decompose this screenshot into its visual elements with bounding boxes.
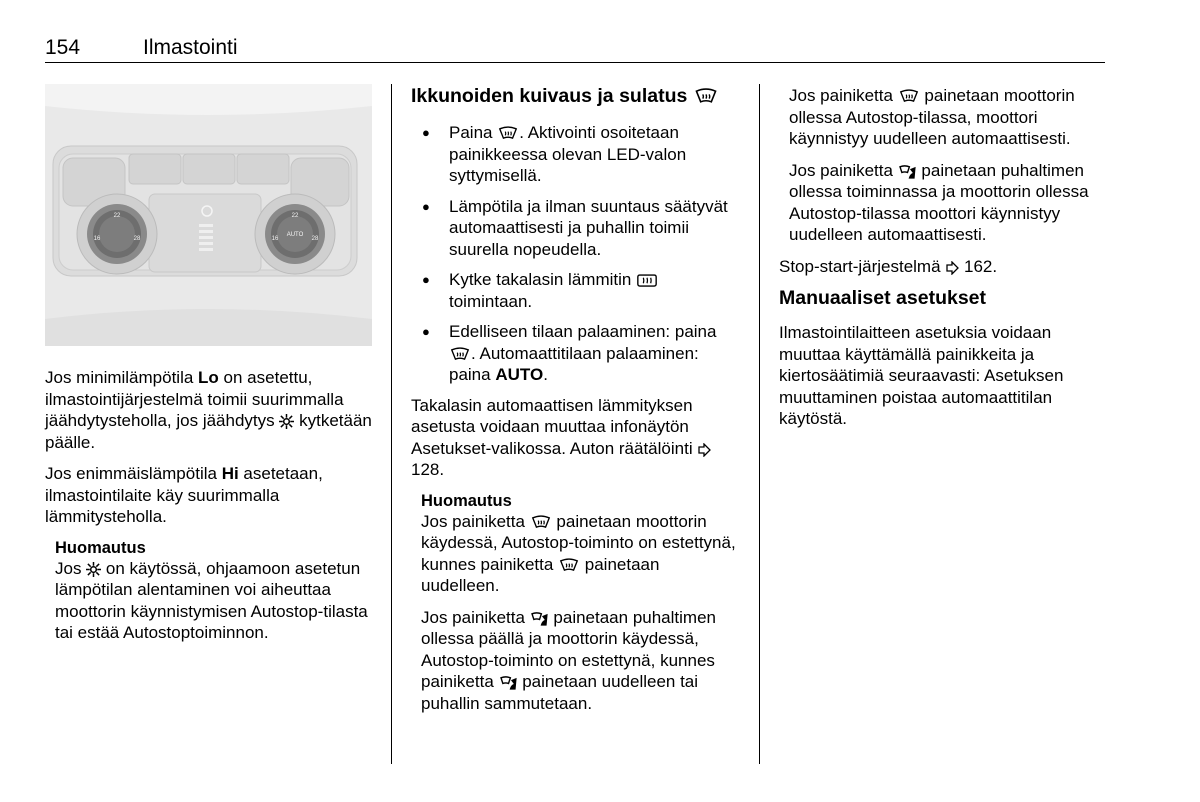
note-text: Jos painiketta painetaan moottorin ollessa Autostop-tilassa, moottori käynnistyy uudelleen automaattisesti. <box>789 86 1075 148</box>
paragraph: Jos minimilämpötila Lo on asetettu, ilmastointijärjestelmä toimii suurimmalla jäähdytysteholla, jos jäähdytys kytketään päälle. <box>45 368 372 452</box>
fan-defrost-icon <box>898 164 917 179</box>
section-heading: Ikkunoiden kuivaus ja sulatus <box>411 85 741 108</box>
column-divider <box>759 84 760 764</box>
snowflake-icon <box>279 414 294 429</box>
windscreen-defrost-icon <box>449 347 471 362</box>
note-continuation <box>789 85 1109 246</box>
fan-defrost-icon <box>530 611 549 626</box>
list-item: ● Kytke takalasin lämmitin toimintaan. <box>411 269 741 312</box>
bullet-list <box>411 122 741 386</box>
column-3 <box>779 85 1109 440</box>
note-text: Jos painiketta painetaan puhaltimen ollessa päällä ja moottorin käydessä, Autostop-toiminto on estettynä, kunnes painiketta painetaan uudelleen tai puhallin sammutetaan. <box>421 607 716 713</box>
knob-label: 16 <box>271 236 279 242</box>
paragraph: Ilmastointilaitteen asetuksia voidaan muuttaa käyttämällä painikkeita ja kiertosäätimiä seuraavasti: Asetuksen muuttaminen poistaa automaattitilan käytöstä. <box>779 323 1064 428</box>
note-box <box>55 538 375 644</box>
rear-window-heating-icon <box>636 273 658 288</box>
snowflake-icon <box>86 562 101 577</box>
list-item: ● Edelliseen tilaan palaaminen: paina . Automaattitilaan palaaminen: paina AUTO. <box>411 321 741 386</box>
knob-label: 28 <box>311 236 319 242</box>
knob-label: 22 <box>291 213 299 219</box>
list-item: ● Lämpötila ja ilman suuntaus säätyvät automaattisesti ja puhallin toimii suurella nopeudella. <box>411 196 741 261</box>
column-2 <box>411 85 741 724</box>
note-title: Huomautus <box>421 491 512 510</box>
section-title: Ilmastointi <box>143 36 238 59</box>
knob-label: AUTO <box>286 232 304 238</box>
windscreen-defrost-icon <box>558 558 580 573</box>
column-divider <box>391 84 392 764</box>
knob-label: 28 <box>133 236 141 242</box>
knob-label: 22 <box>113 213 121 219</box>
paragraph: Jos enimmäislämpötila Hi asetetaan, ilmastointilaite käy suurimmalla lämmitysteholla. <box>45 464 323 526</box>
paragraph: Takalasin automaattisen lämmityksen asetusta voidaan muuttaa infonäytön Asetukset-valikossa. Auton räätälöinti 128. <box>411 395 741 481</box>
note-title: Huomautus <box>55 538 146 557</box>
page-reference-arrow-icon <box>945 261 959 275</box>
note-box <box>421 491 741 715</box>
fan-defrost-icon <box>499 675 518 690</box>
page-number: 154 <box>45 36 81 59</box>
windscreen-defrost-icon <box>898 89 920 104</box>
knob-label: 16 <box>93 236 101 242</box>
climate-panel-figure <box>45 84 372 346</box>
windscreen-defrost-icon <box>497 126 519 141</box>
section-heading: Manuaaliset asetukset <box>779 287 987 309</box>
note-text: Jos painiketta painetaan puhaltimen ollessa toiminnassa ja moottorin ollessa Autostop-tilassa moottori käynnistyy uudelleen automaattisesti. <box>789 160 1089 244</box>
list-item: ● Paina . Aktivointi osoitetaan painikkeessa olevan LED-valon syttymisellä. <box>411 122 741 187</box>
column-1 <box>45 367 375 654</box>
page-reference-arrow-icon <box>697 443 711 457</box>
windscreen-defrost-icon <box>693 88 719 105</box>
note-text: Jos on käytössä, ohjaamoon asetetun lämpötilan alentaminen voi aiheuttaa moottorin käynnistymisen Autostop-tilasta tai estää Autostoptoiminnon. <box>55 558 368 642</box>
paragraph: Stop-start-järjestelmä 162. <box>779 256 998 276</box>
note-text: Jos painiketta painetaan moottorin käydessä, Autostop-toiminto on estettynä, kunnes painiketta painetaan uudelleen. <box>421 511 736 595</box>
header-rule <box>45 62 1105 63</box>
windscreen-defrost-icon <box>530 515 552 530</box>
